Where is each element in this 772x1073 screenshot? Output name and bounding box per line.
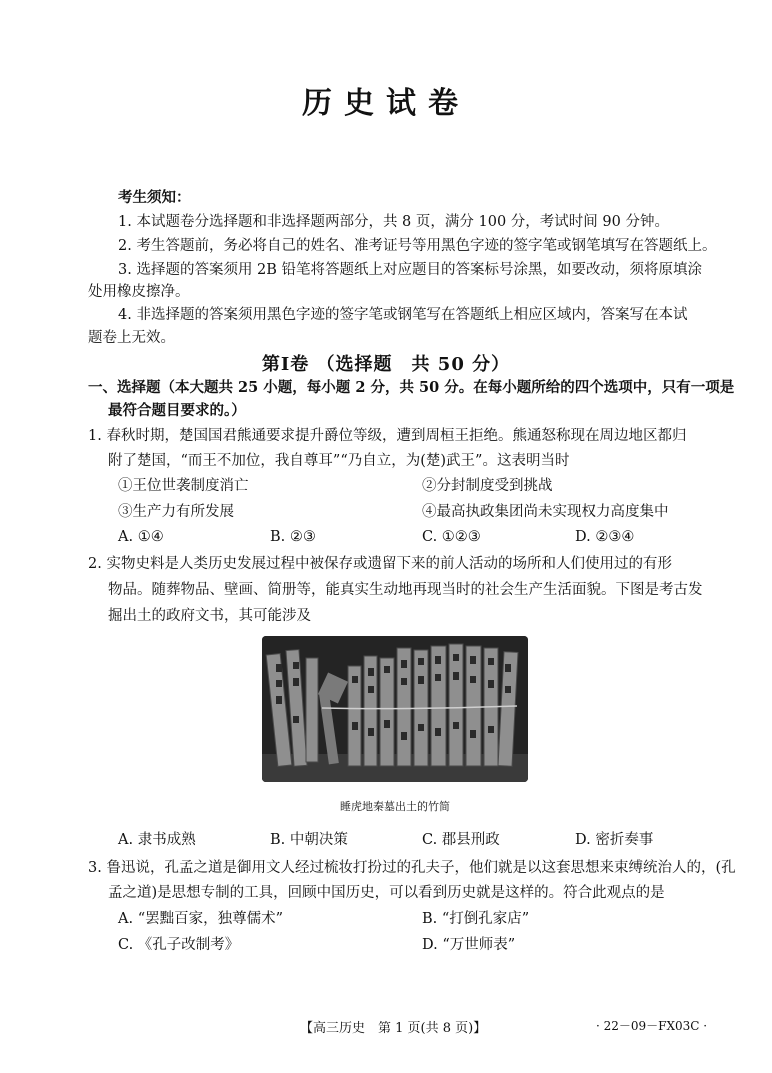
q2-option-a[interactable]: A. 隶书成熟: [118, 832, 196, 848]
q2-option-b[interactable]: B. 中朝决策: [270, 832, 348, 848]
exam-code: · 22－09－FX03C ·: [596, 1019, 708, 1033]
notice-item-4-cont: 题卷上无效。: [88, 330, 175, 346]
page-title: 历史试卷: [302, 86, 470, 121]
q1-option-d[interactable]: D. ②③④: [575, 529, 635, 545]
q1-statement-4: ④最高执政集团尚未实现权力高度集中: [422, 504, 669, 520]
q1-option-a[interactable]: A. ①④: [118, 529, 164, 545]
q1-statement-2: ②分封制度受到挑战: [422, 478, 553, 494]
q3-option-c[interactable]: C. 《孔子改制考》: [118, 937, 240, 953]
q3-option-b[interactable]: B. “打倒孔家店”: [422, 911, 530, 927]
q2-stem-cont-2: 掘出土的政府文书，其可能涉及: [108, 608, 311, 624]
q2-option-c[interactable]: C. 郡县刑政: [422, 832, 500, 848]
q1-statement-1: ①王位世袭制度消亡: [118, 478, 249, 494]
notice-item-3: 3. 选择题的答案须用 2B 铅笔将答题纸上对应题目的答案标号涂黑，如要改动，须将原填涂: [118, 262, 703, 278]
bamboo-slips-illustration: [262, 636, 528, 782]
q2-stem-cont: 物品。随葬物品、壁画、简册等，能真实生动地再现当时的社会生产生活面貌。下图是考古发: [108, 582, 703, 598]
q1-stem: 1. 春秋时期，楚国国君熊通要求提升爵位等级，遭到周桓王拒绝。熊通怒称现在周边地区都归: [88, 428, 687, 444]
section-title: 第Ⅰ卷 （选择题 共 50 分）: [261, 354, 511, 375]
part-one-heading-cont: 最符合题目要求的。）: [108, 402, 246, 419]
figure-caption: 睡虎地秦墓出土的竹简: [340, 800, 450, 813]
notice-item-1: 1. 本试题卷分选择题和非选择题两部分，共 8 页，满分 100 分，考试时间 90 分钟。: [118, 214, 669, 230]
q1-stem-cont: 附了楚国，“而王不加位，我自尊耳”“乃自立，为(楚)武王”。这表明当时: [108, 453, 570, 469]
notice-heading: 考生须知：: [118, 189, 191, 206]
q3-stem: 3. 鲁迅说，孔孟之道是御用文人经过梳妆打扮过的孔夫子，他们就是以这套思想来束缚统治人的，(孔: [88, 860, 736, 876]
notice-item-3-cont: 处用橡皮擦净。: [88, 284, 190, 300]
part-one-heading: 一、选择题（本大题共 25 小题，每小题 2 分，共 50 分。在每小题所给的四个选项中，只有一项是: [88, 379, 735, 396]
q2-option-d[interactable]: D. 密折奏事: [575, 832, 654, 848]
q1-statement-3: ③生产力有所发展: [118, 504, 234, 520]
q2-stem: 2. 实物史料是人类历史发展过程中被保存或遗留下来的前人活动的场所和人们使用过的有形: [88, 556, 672, 572]
q3-stem-cont: 孟之道)是思想专制的工具，回顾中国历史，可以看到历史就是这样的。符合此观点的是: [108, 885, 665, 901]
q3-option-a[interactable]: A. “罢黜百家，独尊儒术”: [118, 911, 284, 927]
q3-option-d[interactable]: D. “万世师表”: [422, 937, 516, 953]
page-footer: 【高三历史 第 1 页(共 8 页)】: [300, 1021, 487, 1036]
notice-item-2: 2. 考生答题前，务必将自己的姓名、准考证号等用黑色字迹的签字笔或钢笔填写在答题纸上。: [118, 238, 717, 254]
notice-item-4: 4. 非选择题的答案须用黑色字迹的签字笔或钢笔写在答题纸上相应区域内，答案写在本试: [118, 307, 688, 323]
bamboo-slips-photo: [262, 636, 528, 782]
q1-option-c[interactable]: C. ①②③: [422, 529, 481, 545]
q1-option-b[interactable]: B. ②③: [270, 529, 316, 545]
